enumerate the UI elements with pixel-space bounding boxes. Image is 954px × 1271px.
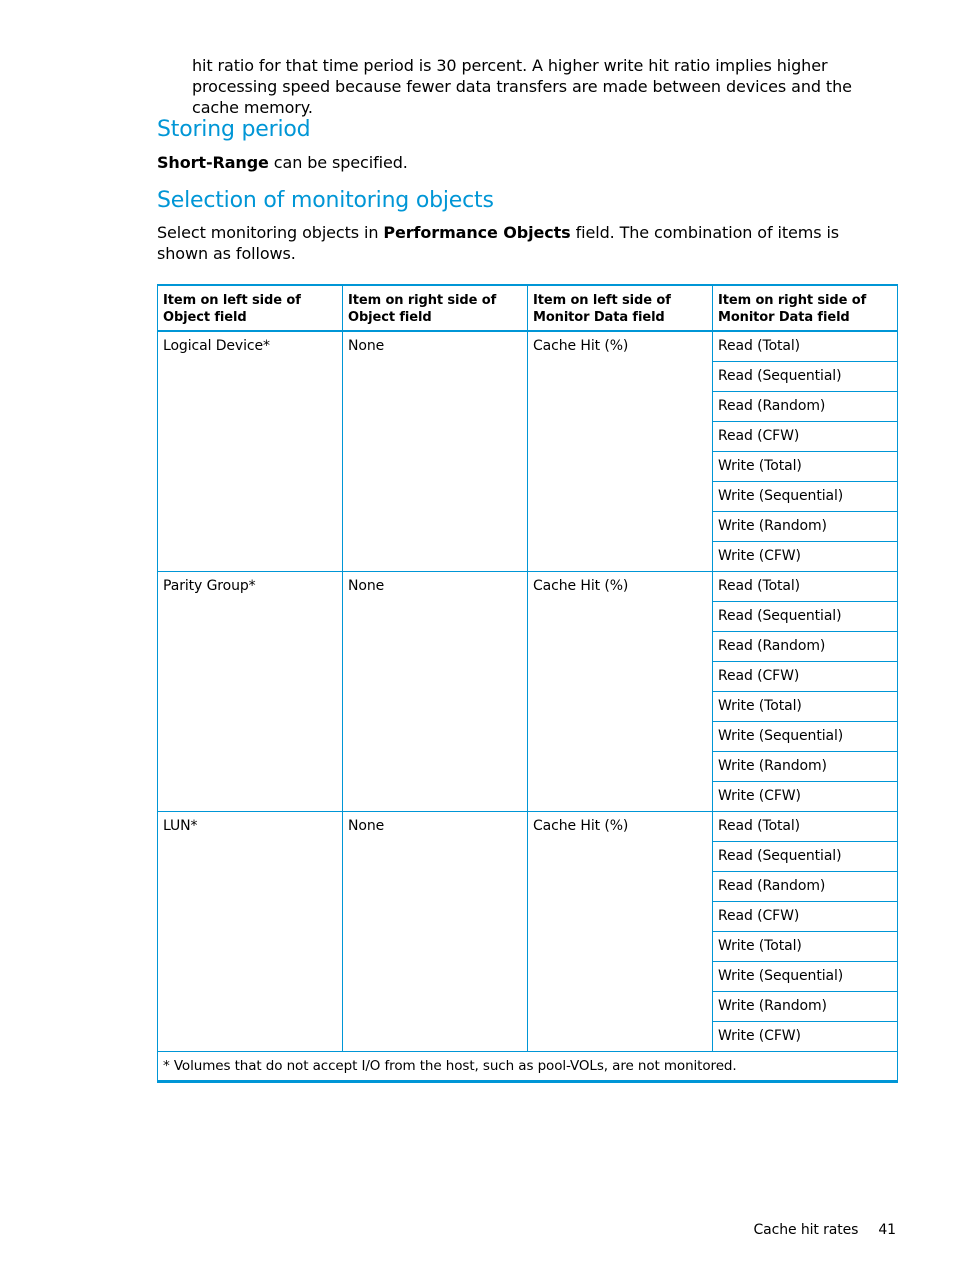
table-row <box>158 571 898 601</box>
heading-storing-period: Storing period <box>157 117 311 142</box>
monitoring-objects-table <box>157 284 898 1083</box>
paragraph-text: can be specified. <box>268 153 408 172</box>
monitor-right-cell: Write (Total) <box>713 691 898 721</box>
table-header-row <box>158 285 898 331</box>
object-right-cell: None <box>343 811 528 1051</box>
monitor-right-cell: Read (CFW) <box>713 421 898 451</box>
storing-period-paragraph <box>157 152 867 173</box>
table-row <box>158 811 898 841</box>
table-row <box>158 331 898 361</box>
monitor-right-cell: Write (Total) <box>713 931 898 961</box>
monitor-right-cell: Write (Sequential) <box>713 721 898 751</box>
object-left-cell: LUN* <box>158 811 343 1051</box>
monitor-right-cell: Read (Random) <box>713 391 898 421</box>
paragraph-text: Select monitoring objects in <box>157 223 384 242</box>
monitor-right-cell: Write (CFW) <box>713 541 898 571</box>
paragraph-text: field. The combination of items is shown as follows. <box>157 223 840 263</box>
monitor-right-cell: Read (Random) <box>713 631 898 661</box>
monitor-left-cell: Cache Hit (%) <box>528 571 713 811</box>
monitor-right-cell: Write (Sequential) <box>713 961 898 991</box>
footnote-row <box>158 1051 898 1081</box>
column-header: Item on left side of Object field <box>158 285 343 331</box>
intro-paragraph: hit ratio for that time period is 30 percent. A higher write hit ratio implies higher processing speed because fewer data transfers are made between devices and the cache memory. <box>192 56 852 117</box>
monitor-right-cell: Read (Total) <box>713 571 898 601</box>
monitor-right-cell: Write (Random) <box>713 751 898 781</box>
table-body <box>158 331 898 1081</box>
page-footer <box>753 1222 896 1238</box>
bold-term: Short-Range <box>157 153 269 172</box>
column-header: Item on left side of Monitor Data field <box>528 285 713 331</box>
object-right-cell: None <box>343 331 528 571</box>
footer-title: Cache hit rates <box>753 1222 859 1238</box>
object-left-cell: Logical Device* <box>158 331 343 571</box>
monitor-right-cell: Write (Random) <box>713 511 898 541</box>
monitor-right-cell: Read (Total) <box>713 811 898 841</box>
bold-term: Performance Objects <box>383 223 571 242</box>
monitor-left-cell: Cache Hit (%) <box>528 811 713 1051</box>
monitor-right-cell: Write (Sequential) <box>713 481 898 511</box>
monitor-right-cell: Read (Sequential) <box>713 601 898 631</box>
object-left-cell: Parity Group* <box>158 571 343 811</box>
monitor-right-cell: Write (CFW) <box>713 1021 898 1051</box>
monitor-right-cell: Read (CFW) <box>713 661 898 691</box>
monitor-right-cell: Read (Sequential) <box>713 361 898 391</box>
table-footnote: * Volumes that do not accept I/O from the host, such as pool-VOLs, are not monitored. <box>158 1051 898 1081</box>
monitor-right-cell: Read (Random) <box>713 871 898 901</box>
monitor-left-cell: Cache Hit (%) <box>528 331 713 571</box>
monitor-right-cell: Write (Total) <box>713 451 898 481</box>
monitor-right-cell: Read (Sequential) <box>713 841 898 871</box>
object-right-cell: None <box>343 571 528 811</box>
monitor-right-cell: Write (CFW) <box>713 781 898 811</box>
monitor-right-cell: Read (CFW) <box>713 901 898 931</box>
page-number: 41 <box>878 1222 896 1238</box>
selection-paragraph <box>157 222 867 264</box>
column-header: Item on right side of Monitor Data field <box>713 285 898 331</box>
column-header: Item on right side of Object field <box>343 285 528 331</box>
heading-selection-of-monitoring-objects: Selection of monitoring objects <box>157 188 494 213</box>
monitor-right-cell: Write (Random) <box>713 991 898 1021</box>
monitor-right-cell: Read (Total) <box>713 331 898 361</box>
